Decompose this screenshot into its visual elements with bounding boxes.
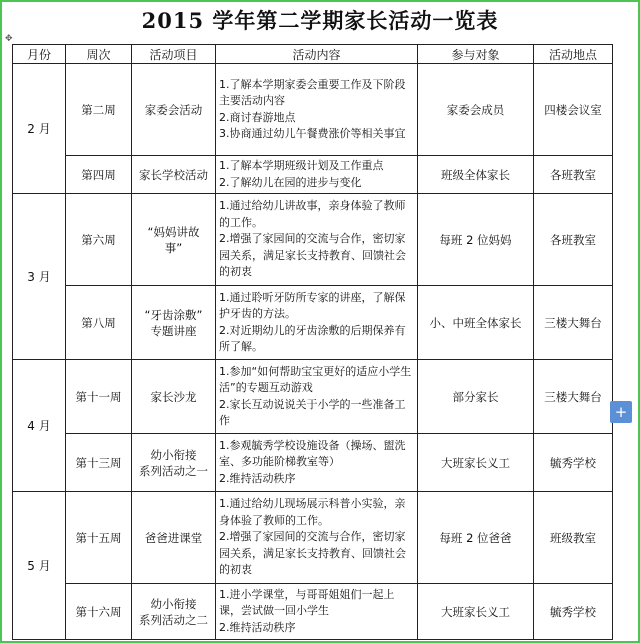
table-row — [13, 64, 613, 156]
table-row — [13, 360, 613, 434]
month-cell: 2 月 — [13, 64, 66, 194]
project-line: 系列活动之二 — [139, 612, 208, 627]
project-cell — [132, 492, 216, 584]
plus-icon[interactable]: + — [610, 401, 632, 423]
location-cell: 各班教室 — [534, 194, 613, 286]
location-cell: 班级教室 — [534, 492, 613, 584]
content-line: 1.了解本学期班级计划及工作重点 — [219, 159, 384, 172]
project-line: “牙齿涂敷” — [144, 307, 203, 322]
project-cell — [132, 194, 216, 286]
content-line: 2.对近期幼儿的牙齿涂敷的后期保养有所了解。 — [219, 323, 406, 353]
week-cell: 第十三周 — [66, 434, 132, 492]
table-row — [13, 584, 613, 640]
location-cell: 各班教室 — [534, 156, 613, 194]
pin-icon: ✥ — [5, 34, 13, 44]
audience-cell: 每班 2 位爸爸 — [418, 492, 534, 584]
content-line: 2.了解幼儿在园的进步与变化 — [219, 175, 362, 189]
project-line: 家长沙龙 — [150, 389, 197, 404]
audience-cell: 部分家长 — [418, 360, 534, 434]
table-row — [13, 434, 613, 492]
content-line: 1.通过给幼儿讲故事，亲身体验了教师的工作。 — [219, 199, 406, 229]
audience-cell: 大班家长义工 — [418, 434, 534, 492]
week-cell: 第八周 — [66, 286, 132, 360]
activity-table — [12, 44, 613, 640]
project-line: 家长学校活动 — [139, 167, 208, 182]
content-line: 1.参加“如何帮助宝宝更好的适应小学生活”的专题互动游戏 — [219, 364, 412, 394]
content-line: 1.进小学课堂，与哥哥姐姐们一起上课，尝试做一回小学生 — [219, 587, 395, 618]
project-cell — [132, 156, 216, 194]
project-line: 专题讲座 — [150, 323, 197, 338]
week-cell: 第十五周 — [66, 492, 132, 584]
table-row — [13, 492, 613, 584]
location-cell: 毓秀学校 — [534, 584, 613, 640]
table-row — [13, 286, 613, 360]
header-location: 活动地点 — [534, 45, 613, 64]
audience-cell: 班级全体家长 — [418, 156, 534, 194]
content-line: 3.协商通过幼儿午餐费涨价等相关事宜 — [219, 127, 406, 140]
content-line: 2.家长互动说说关于小学的一些准备工作 — [219, 397, 406, 427]
content-cell — [216, 492, 418, 584]
project-line: 爸爸进课堂 — [144, 530, 203, 545]
location-cell: 三楼大舞台 — [534, 360, 613, 434]
header-month: 月份 — [13, 45, 66, 64]
content-line: 2.商讨春游地点 — [219, 110, 296, 124]
content-line: 1.参观毓秀学校设施设备（操场、盥洗室、多功能阶梯教室等） — [219, 438, 406, 469]
week-cell: 第二周 — [66, 64, 132, 156]
audience-cell: 每班 2 位妈妈 — [418, 194, 534, 286]
content-cell — [216, 434, 418, 492]
table-header-row — [13, 45, 613, 64]
page-title: 2015 学年第二学期家长活动一览表 — [141, 8, 499, 33]
project-cell — [132, 434, 216, 492]
content-line: 1.通过聆听牙防所专家的讲座，了解保护牙齿的方法。 — [219, 290, 406, 320]
content-line: 1.通过给幼儿现场展示科普小实验，亲身体验了教师的工作。 — [219, 497, 406, 527]
audience-cell: 小、中班全体家长 — [418, 286, 534, 360]
project-line: 家委会活动 — [144, 102, 203, 117]
project-cell — [132, 584, 216, 640]
table-row — [13, 194, 613, 286]
content-line: 2.增强了家园间的交流与合作，密切家园关系，满足家长支持教育、回馈社会的初衷 — [219, 232, 406, 279]
month-cell: 3 月 — [13, 194, 66, 360]
project-line: 系列活动之一 — [139, 463, 208, 478]
project-line: “妈妈讲故 — [147, 224, 200, 239]
content-line: 1.了解本学期家委会重要工作及下阶段主要活动内容 — [219, 77, 406, 107]
week-cell: 第六周 — [66, 194, 132, 286]
content-cell — [216, 156, 418, 194]
project-cell — [132, 360, 216, 434]
content-line: 2.维持活动秩序 — [219, 471, 296, 485]
table-row — [13, 156, 613, 194]
project-line: 事” — [164, 240, 183, 255]
audience-cell: 大班家长义工 — [418, 584, 534, 640]
content-cell — [216, 286, 418, 360]
week-cell: 第四周 — [66, 156, 132, 194]
project-line: 幼小衔接 — [150, 596, 197, 611]
project-cell — [132, 286, 216, 360]
month-cell: 5 月 — [13, 492, 66, 640]
header-content: 活动内容 — [216, 45, 418, 64]
audience-cell: 家委会成员 — [418, 64, 534, 156]
month-cell: 4 月 — [13, 360, 66, 492]
content-cell — [216, 64, 418, 156]
location-cell: 毓秀学校 — [534, 434, 613, 492]
content-cell — [216, 584, 418, 640]
week-cell: 第十六周 — [66, 584, 132, 640]
header-audience: 参与对象 — [418, 45, 534, 64]
content-cell — [216, 194, 418, 286]
header-week: 周次 — [66, 45, 132, 64]
header-project: 活动项目 — [132, 45, 216, 64]
week-cell: 第十一周 — [66, 360, 132, 434]
content-line: 2.增强了家园间的交流与合作，密切家园关系，满足家长支持教育、回馈社会的初衷 — [219, 530, 406, 577]
content-cell — [216, 360, 418, 434]
content-line: 2.维持活动秩序 — [219, 620, 296, 634]
project-cell — [132, 64, 216, 156]
location-cell: 三楼大舞台 — [534, 286, 613, 360]
location-cell: 四楼会议室 — [534, 64, 613, 156]
project-line: 幼小衔接 — [150, 447, 197, 462]
